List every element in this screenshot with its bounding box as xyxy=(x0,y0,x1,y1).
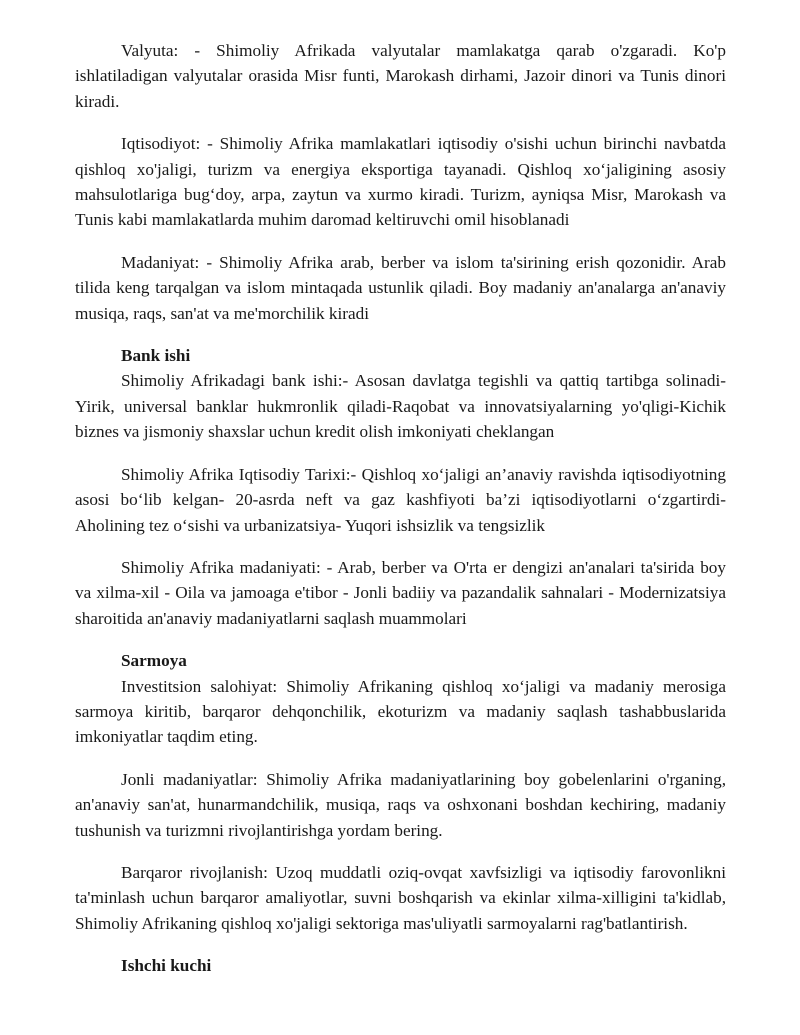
paragraph-investitsion-salohiyat: Investitsion salohiyat: Shimoliy Afrikaning qishloq xo‘jaligi va madaniy merosiga sarmoya kiritib, barqaror dehqonchilik, ekoturizm va madaniy saqlash tashabbuslarida imkoniyatlar taqdim eting. xyxy=(75,676,726,747)
paragraph-madaniyat: Madaniyat: - Shimoliy Afrika arab, berber va islom ta'sirining erish qozonidir. Arab tilida keng tarqalgan va islom mintaqada ustunlik qiladi. Boy madaniy an'analarga an'anaviy musiqa, raqs, san'at va me'morchilik kiradi xyxy=(75,252,726,323)
document-page xyxy=(75,38,726,979)
paragraph-afrika-madaniyati: Shimoliy Afrika madaniyati: - Arab, berber va O'rta er dengizi an'analari ta'sirida boy va xilma-xil - Oila va jamoaga e'tibor - Jonli badiiy va pazandalik sahnalari - Modernizatsiya sharoitida an'anaviy madaniyatlarni saqlash muammolari xyxy=(75,557,726,628)
heading-ishchi-kuchi: Ishchi kuchi xyxy=(121,956,212,976)
paragraph-iqtisodiy-tarix: Shimoliy Afrika Iqtisodiy Tarixi:- Qishloq xo‘jaligi an’anaviy ravishda iqtisodiyotning asosi bo‘lib kelgan- 20-asrda neft va gaz kashfiyoti ba’zi iqtisodiyotlarni o‘zgartirdi- Aholining tez o‘sishi va urbanizatsiya- Yuqori ishsizlik va tengsizlik xyxy=(75,464,726,535)
paragraph-barqaror-rivojlanish: Barqaror rivojlanish: Uzoq muddatli oziq-ovqat xavfsizligi va iqtisodiy farovonlikni ta'minlash uchun barqaror amaliyotlar, suvni boshqarish va ekinlar xilma-xilligini ta'kidlab, Shimoliy Afrikaning qishloq xo'jaligi sektoriga mas'uliyatli sarmoyalarni rag'batlantirish. xyxy=(75,862,726,933)
heading-bank-ishi: Bank ishi xyxy=(121,346,191,366)
paragraph-valyuta: Valyuta: - Shimoliy Afrikada valyutalar mamlakatga qarab o'zgaradi. Ko'p ishlatiladigan valyutalar orasida Misr funti, Marokash dirhami, Jazoir dinori va Tunis dinori kiradi. xyxy=(75,41,726,111)
paragraph-bank-ishi: Shimoliy Afrikadagi bank ishi:- Asosan davlatga tegishli va qattiq tartibga solinadi- Yirik, universal banklar hukmronlik qiladi-Raqobat va innovatsiyalarning yo'qligi-Kichik biznes va jismoniy shaxslar uchun kredit olish imkoniyati cheklangan xyxy=(75,371,726,442)
heading-sarmoya: Sarmoya xyxy=(121,651,187,671)
paragraph-iqtisodiyot: Iqtisodiyot: - Shimoliy Afrika mamlakatlari iqtisodiy o'sishi uchun birinchi navbatda qishloq xo'jaligi, turizm va energiya eksportiga tayanadi. Qishloq xo‘jaligining asosiy mahsulotlariga bug‘doy, arpa, zaytun va xurmo kiradi. Turizm, ayniqsa Misr, Marokash va Tunis kabi mamlakatlarda muhim daromad keltiruvchi omil hisoblanadi xyxy=(75,134,726,230)
paragraph-jonli-madaniyatlar: Jonli madaniyatlar: Shimoliy Afrika madaniyatlarining boy gobelenlarini o'rganing, an'anaviy san'at, hunarmandchilik, musiqa, raqs va oshxonani boshdan kechiring, madaniy tushunish va turizmni rivojlantirishga yordam bering. xyxy=(75,769,726,840)
